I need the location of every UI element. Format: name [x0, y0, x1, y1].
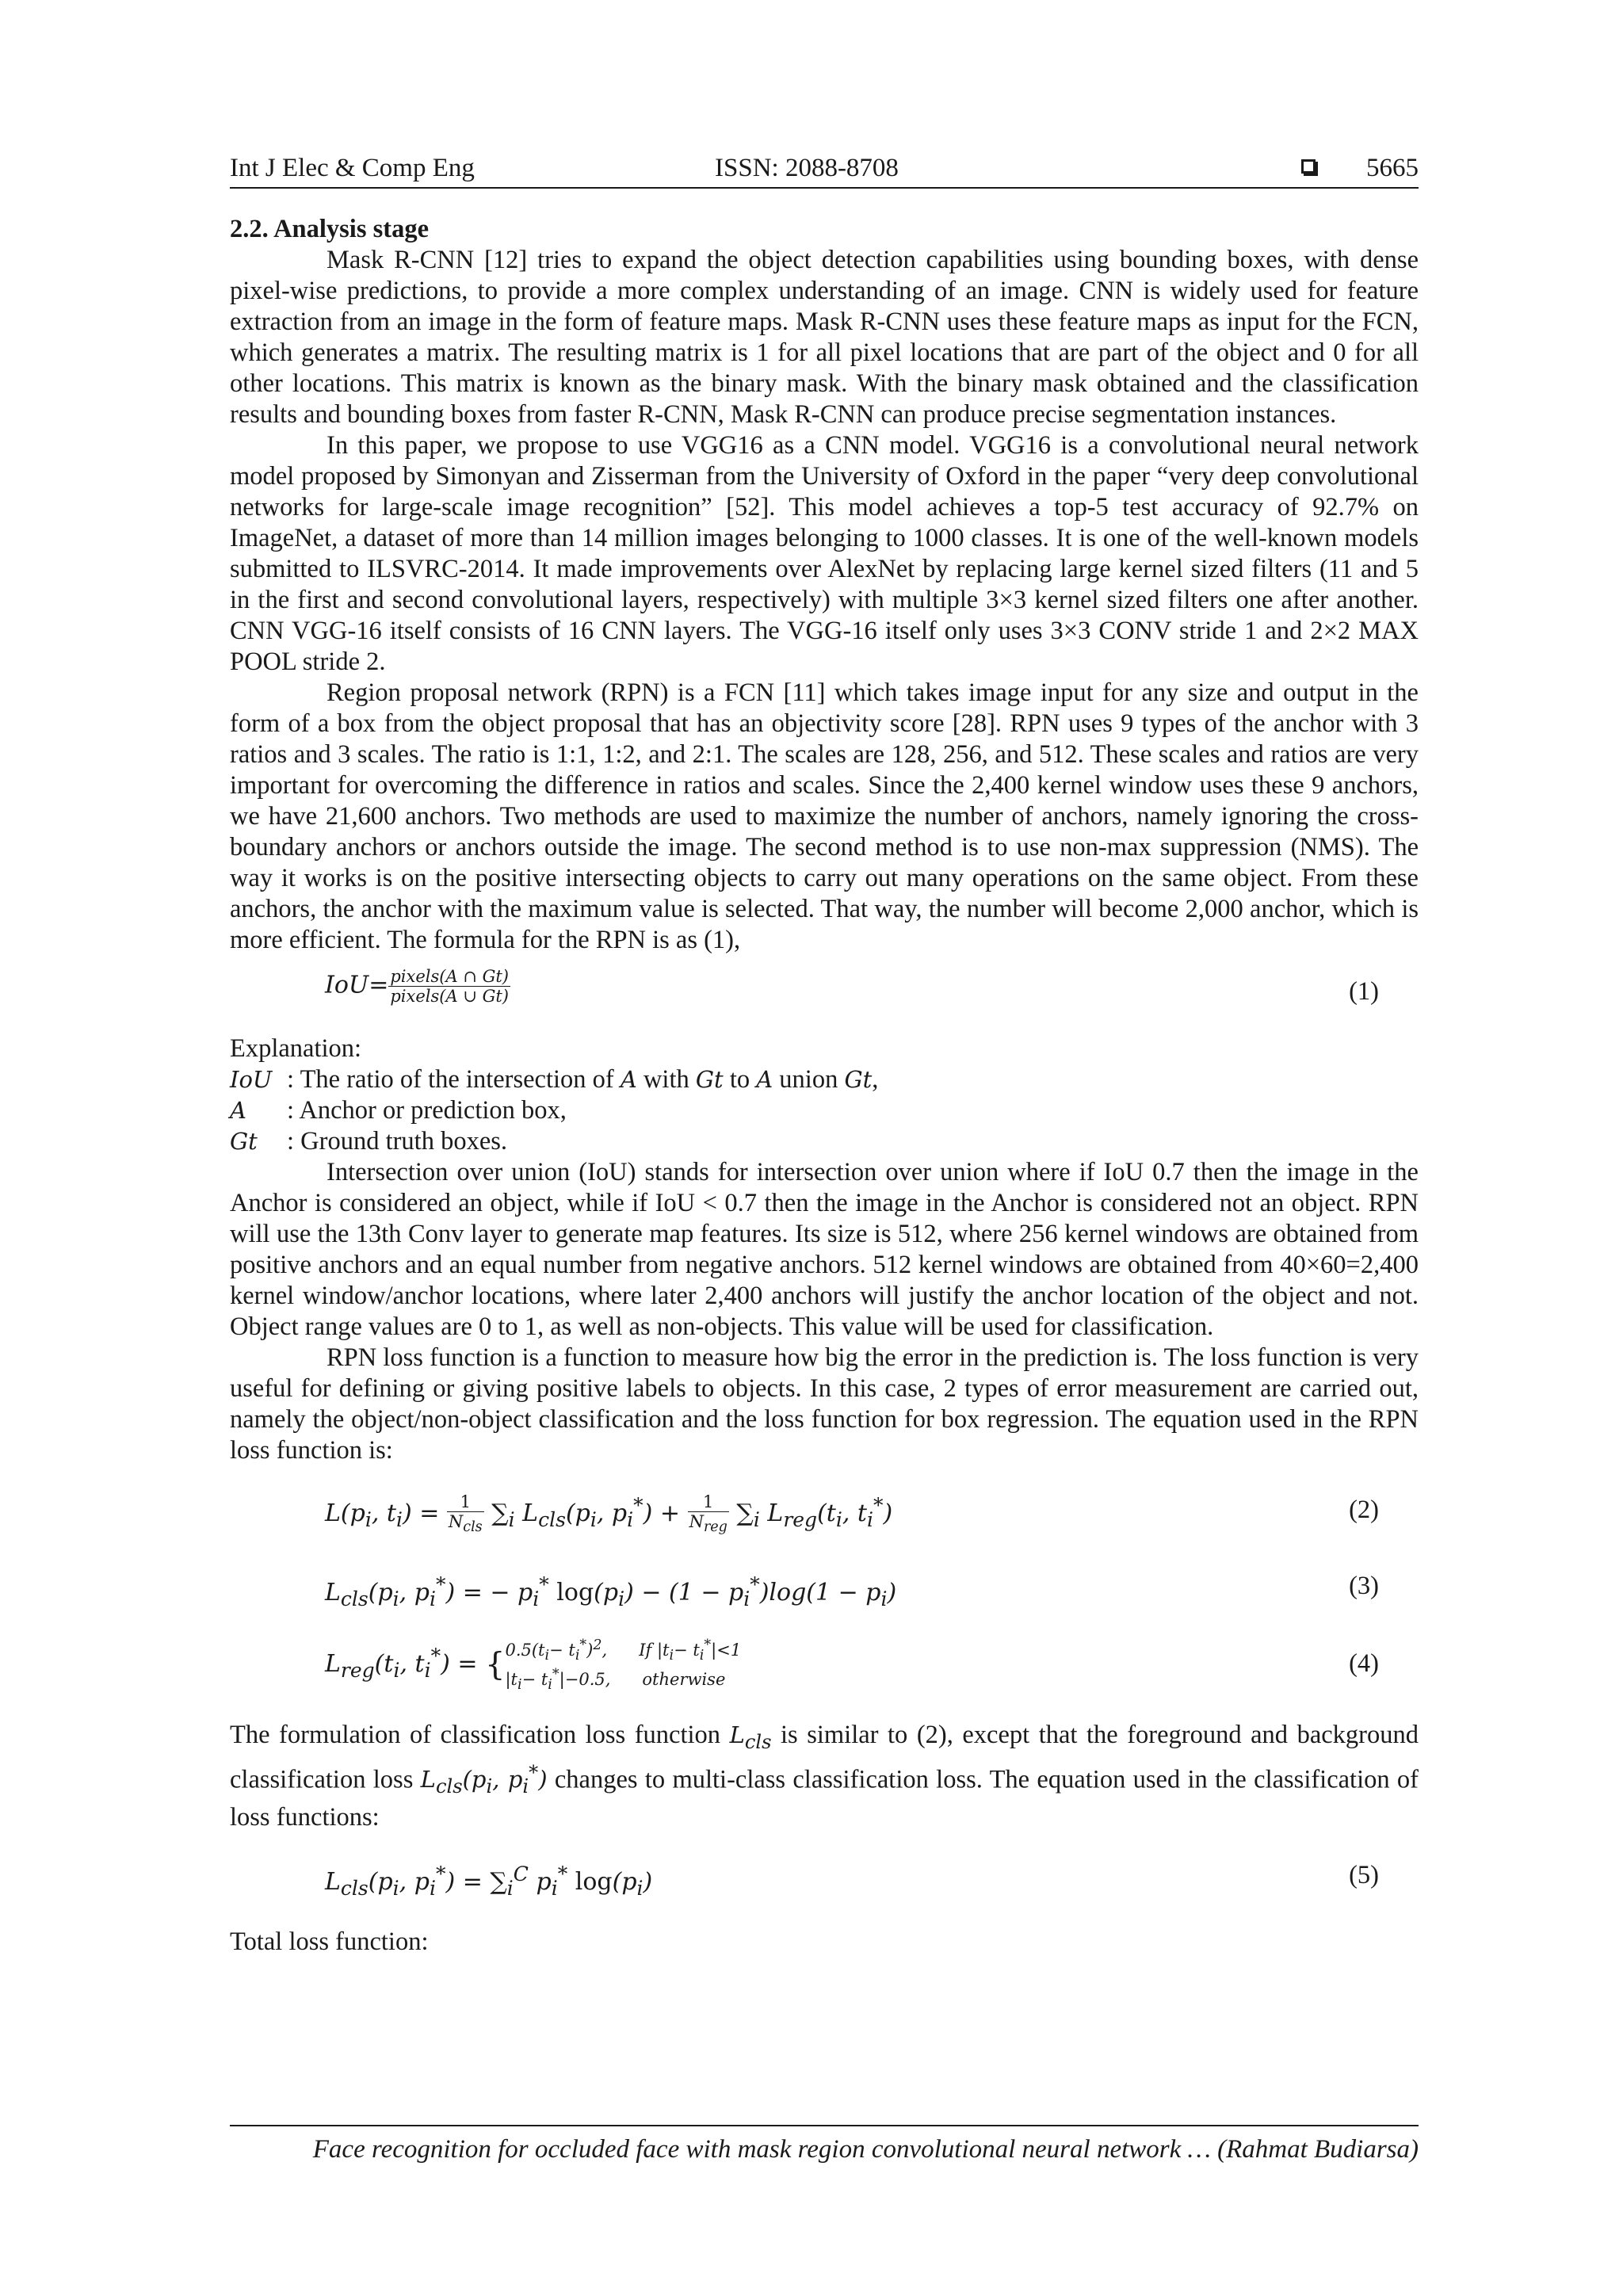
paragraph-rpn-loss: RPN loss function is a function to measure how big the error in the prediction is. The loss function is very useful for defining or giving positive labels to objects. In this case, 2 types of error measurement are carried out, namely the object/non-object classification and the loss function for box regression. The equation used in the RPN loss function is:	[230, 1343, 1419, 1465]
equation-3	[230, 1555, 1419, 1626]
equation-3-expression: $L_{cls}(p_i$, $p_i^*$) = − $p_i^*$ $\log(p_i) - (1 - p_i^*)\log(1 - p_i)$	[325, 1573, 897, 1610]
equation-1-fraction	[388, 967, 510, 1006]
equation-1-numerator: pixels(A ∩ Gt)	[390, 967, 509, 986]
header-divider	[230, 187, 1419, 189]
definition-iou	[230, 1064, 1419, 1095]
square-icon	[1301, 159, 1316, 174]
footer-divider	[230, 2125, 1419, 2126]
equation-5-expression: $L_{cls}(p_i$, $p_i^*) = \sum_i^C$ $p_i^*$ $\log(p_i)$	[325, 1862, 653, 1901]
equation-1-denominator: pixels(A ∪ Gt)	[390, 987, 509, 1006]
equation-2	[230, 1476, 1419, 1555]
equation-4-expression: $L_{reg}(t_i$, $t_i^*$) = { $0.5(t_i- t_i^*)^2$, If $|t_i- t_i^*|<1$ $|t_i- t_i^*|-0.5$, otherwise	[325, 1637, 742, 1694]
paragraph-mask-rcnn: Mask R-CNN [12] tries to expand the object detection capabilities using bounding boxes, with dense pixel-wise predictions, to provide a more complex understanding of an image. CNN is widely used for feature extraction from an image in the form of feature maps. Mask R-CNN uses these feature maps as input for the FCN, which generates a matrix. The resulting matrix is 1 for all pixel locations that are part of the object and 0 for all other locations. This matrix is known as the binary mask. With the binary mask obtained and the classification results and bounding boxes from faster R-CNN, Mask R-CNN can produce precise segmentation instances.	[230, 246, 1419, 429]
paragraph-vgg16: In this paper, we propose to use VGG16 as a CNN model. VGG16 is a convolutional neural network model proposed by Simonyan and Zisserman from the University of Oxford in the paper “very deep convolutional networks for large-scale image recognition” [52]. This model achieves a top-5 test accuracy of 92.7% on ImageNet, a dataset of more than 14 million images belonging to 1000 classes. It is one of the well-known models submitted to ILSVRC-2014. It made improvements over AlexNet by replacing large kernel sized filters (11 and 5 in the first and second convolutional layers, respectively) with multiple 3×3 kernel sized filters one after another. CNN VGG-16 itself consists of 16 CNN layers. The VGG-16 itself only uses 3×3 CONV stride 1 and 2×2 MAX POOL stride 2.	[230, 431, 1419, 676]
equation-4-number: (4)	[1349, 1649, 1379, 1678]
running-header	[230, 149, 1419, 187]
equation-5	[230, 1847, 1419, 1927]
equation-4	[230, 1626, 1419, 1713]
paragraph-rpn: Region proposal network (RPN) is a FCN [11] which takes image input for any size and output in the form of a box from the object proposal that has an objectivity score [28]. RPN uses 9 types of the anchor with 3 ratios and 3 scales. The ratio is 1:1, 1:2, and 2:1. The scales are 128, 256, and 512. These scales and ratios are very important for overcoming the difference in ratios and scales. Since the 2,400 kernel window uses these 9 anchors, we have 21,600 anchors. Two methods are used to maximize the number of anchors, namely ignoring the cross-boundary anchors or anchors outside the image. The second method is to use non-max suppression (NMS). The way it works is on the positive intersecting objects to carry out many operations on the same object. From these anchors, the anchor with the maximum value is selected. That way, the number will become 2,000 anchor, which is more efficient. The formula for the RPN is as (1),	[230, 678, 1419, 954]
equation-2-number: (2)	[1349, 1496, 1379, 1524]
definition-symbol: A	[230, 1097, 246, 1124]
definition-symbol: IoU	[230, 1066, 273, 1093]
explanation-label: Explanation:	[230, 1034, 362, 1063]
equation-2-expression: $L(p_i$, $t_i$) = $\frac{1}{N_{cls}}$ $\sum_i$ $L_{cls}(p_i$, $p_i^*$) + $\frac{1}{N_{reg}}$ $\sum_i$ $L_{reg}(t_i$, $t_i^*$)	[325, 1492, 893, 1536]
journal-name: Int J Elec & Comp Eng	[230, 154, 475, 182]
section-heading: 2.2. Analysis stage	[230, 215, 430, 243]
equation-1-number: (1)	[1349, 977, 1379, 1006]
paragraph-classification-loss: The formulation of classification loss function $L_{cls}$ is similar to (2), except that the foreground and background classification loss $L_{cls}(p_i$, $p_i^*$) changes to multi-class classification loss. The equation used in the classification of loss functions:	[230, 1721, 1419, 1832]
equation-1	[230, 956, 1419, 1035]
definition-a	[230, 1095, 1419, 1126]
definition-text: : Anchor or prediction box,	[287, 1096, 567, 1125]
definition-text: : Ground truth boxes.	[287, 1127, 508, 1156]
equation-3-number: (3)	[1349, 1572, 1379, 1600]
paragraph-total-loss: Total loss function:	[230, 1927, 429, 1957]
equation-5-number: (5)	[1349, 1861, 1379, 1890]
definition-text: : The ratio of the intersection of A with Gt to A union Gt,	[287, 1065, 879, 1094]
page-number: 5665	[1366, 154, 1419, 182]
definition-symbol: Gt	[230, 1128, 258, 1155]
body-text	[230, 214, 1419, 1958]
issn: ISSN: 2088-8708	[715, 154, 899, 182]
paragraph-iou: Intersection over union (IoU) stands for intersection over union where if IoU 0.7 then the image in the Anchor is considered an object, while if IoU < 0.7 then the image in the Anchor is considered not an object. RPN will use the 13th Conv layer to generate map features. Its size is 512, where 256 kernel windows are obtained from positive anchors and an equal number from negative anchors. 512 kernel windows are obtained from 40×60=2,400 kernel window/anchor locations, where later 2,400 anchors will justify the anchor location of the object and not. Object range values are 0 to 1, as well as non-objects. This value will be used for classification.	[230, 1158, 1419, 1341]
running-footer: Face recognition for occluded face with mask region convolutional neural network … (Rahmat Budiarsa)	[312, 2135, 1419, 2164]
equation-1-lhs: IoU=	[325, 971, 389, 999]
definition-gt	[230, 1126, 1419, 1157]
